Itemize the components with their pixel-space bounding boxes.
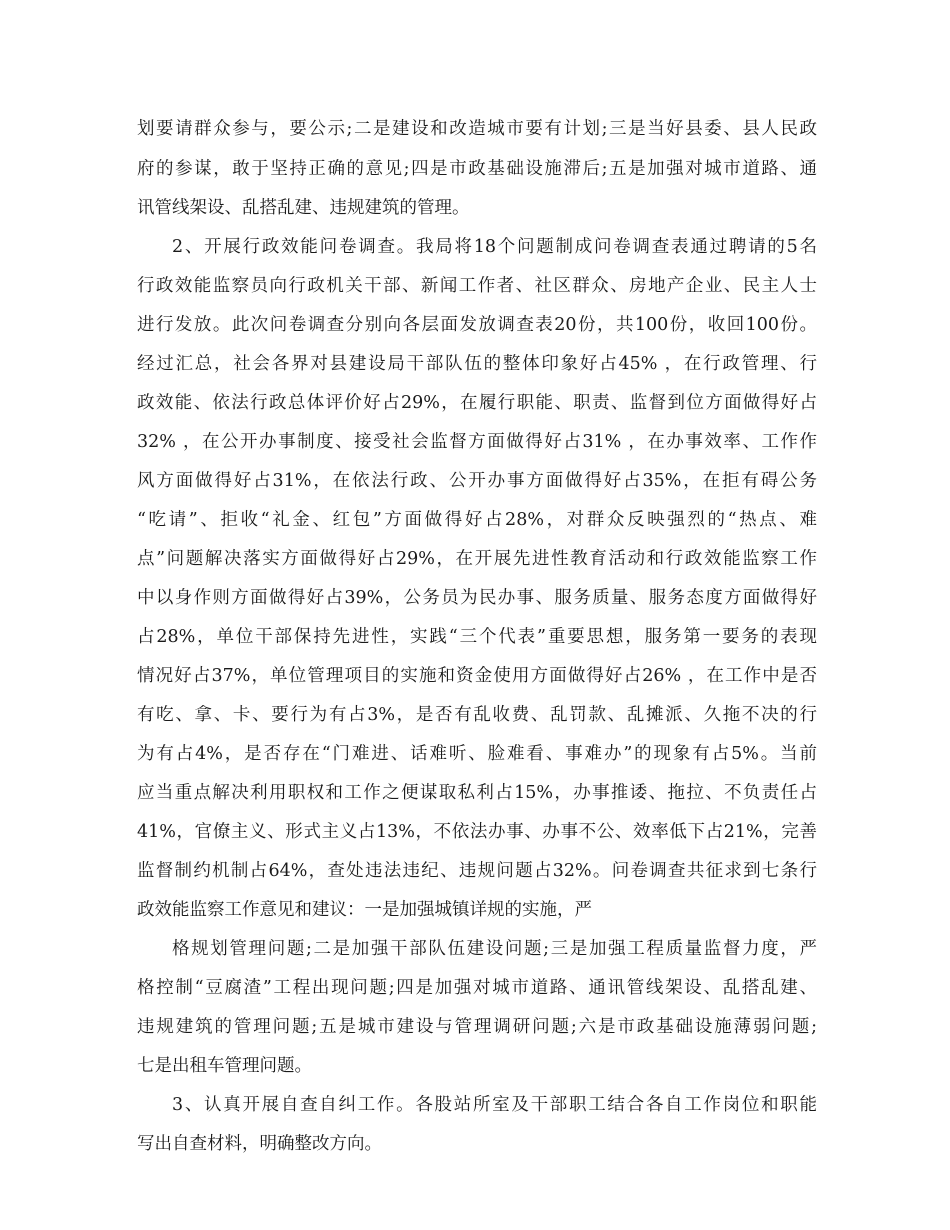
- text-line-15: 情况好占37%，单位管理项目的实施和资金使用方面做得好占26% ，在工作中是否: [137, 666, 817, 686]
- text-line-5: 行政效能监察员向行政机关干部、新闻工作者、社区群众、房地产企业、民主人士: [137, 276, 817, 296]
- text-line-11: “吃请”、拒收“礼金、红包”方面做得好占28%，对群众反映强烈的“热点、难: [137, 510, 817, 530]
- text-line-2: 府的参谋，敢于坚持正确的意见;四是市政基础设施滞后;五是加强对城市道路、通: [137, 159, 817, 179]
- text-line-3: 讯管线架设、乱搭乱建、违规建筑的管理。: [137, 198, 470, 218]
- text-line-8: 政效能、依法行政总体评价好占29%，在履行职能、职责、监督到位方面做得好占: [137, 393, 817, 413]
- text-line-23: 格控制“豆腐渣”工程出现问题;四是加强对城市道路、通讯管线架设、乱搭乱建、: [137, 978, 817, 998]
- text-line-19: 41%，官僚主义、形式主义占13%，不依法办事、办事不公、效率低下占21%，完善: [137, 822, 817, 842]
- text-line-17: 为有占4%，是否存在“门难进、话难听、脸难看、事难办”的现象有占5%。当前: [137, 744, 817, 764]
- text-line-1: 划要请群众参与，要公示;二是建设和改造城市要有计划;三是当好县委、县人民政: [137, 119, 817, 139]
- text-line-22: 格规划管理问题;二是加强干部队伍建设问题;三是加强工程质量监督力度，严: [172, 939, 817, 959]
- text-line-14: 占28%，单位干部保持先进性，实践“三个代表”重要思想，服务第一要务的表现: [137, 627, 817, 647]
- text-line-27: 写出自查材料，明确整改方向。: [137, 1134, 382, 1154]
- text-line-24: 违规建筑的管理问题;五是城市建设与管理调研问题;六是市政基础设施薄弱问题;: [137, 1017, 817, 1037]
- text-line-21: 政效能监察工作意见和建议：一是加强城镇详规的实施，严: [137, 900, 592, 920]
- text-line-12: 点”问题解决落实方面做得好占29%，在开展先进性教育活动和行政效能监察工作: [137, 549, 817, 569]
- text-line-10: 风方面做得好占31%，在依法行政、公开办事方面做得好占35%，在拒有碍公务: [137, 471, 817, 491]
- text-line-9: 32% ，在公开办事制度、接受社会监督方面做得好占31% ，在办事效率、工作作: [137, 432, 817, 452]
- text-line-13: 中以身作则方面做得好占39%，公务员为民办事、服务质量、服务态度方面做得好: [137, 588, 817, 608]
- text-line-4: 2、开展行政效能问卷调查。我局将18个问题制成问卷调查表通过聘请的5名: [172, 237, 817, 257]
- text-line-7: 经过汇总，社会各界对县建设局干部队伍的整体印象好占45% ，在行政管理、行: [137, 354, 817, 374]
- text-line-26: 3、认真开展自查自纠工作。各股站所室及干部职工结合各自工作岗位和职能: [172, 1095, 817, 1115]
- text-line-25: 七是出租车管理问题。: [137, 1056, 312, 1076]
- text-line-20: 监督制约机制占64%，查处违法违纪、违规问题占32%。问卷调查共征求到七条行: [137, 861, 817, 881]
- text-line-6: 进行发放。此次问卷调查分别向各层面发放调查表20份，共100份，收回100份。: [137, 315, 817, 335]
- text-line-16: 有吃、拿、卡、要行为有占3%，是否有乱收费、乱罚款、乱摊派、久拖不决的行: [137, 705, 817, 725]
- text-line-18: 应当重点解决利用职权和工作之便谋取私利占15%，办事推诿、拖拉、不负责任占: [137, 783, 817, 803]
